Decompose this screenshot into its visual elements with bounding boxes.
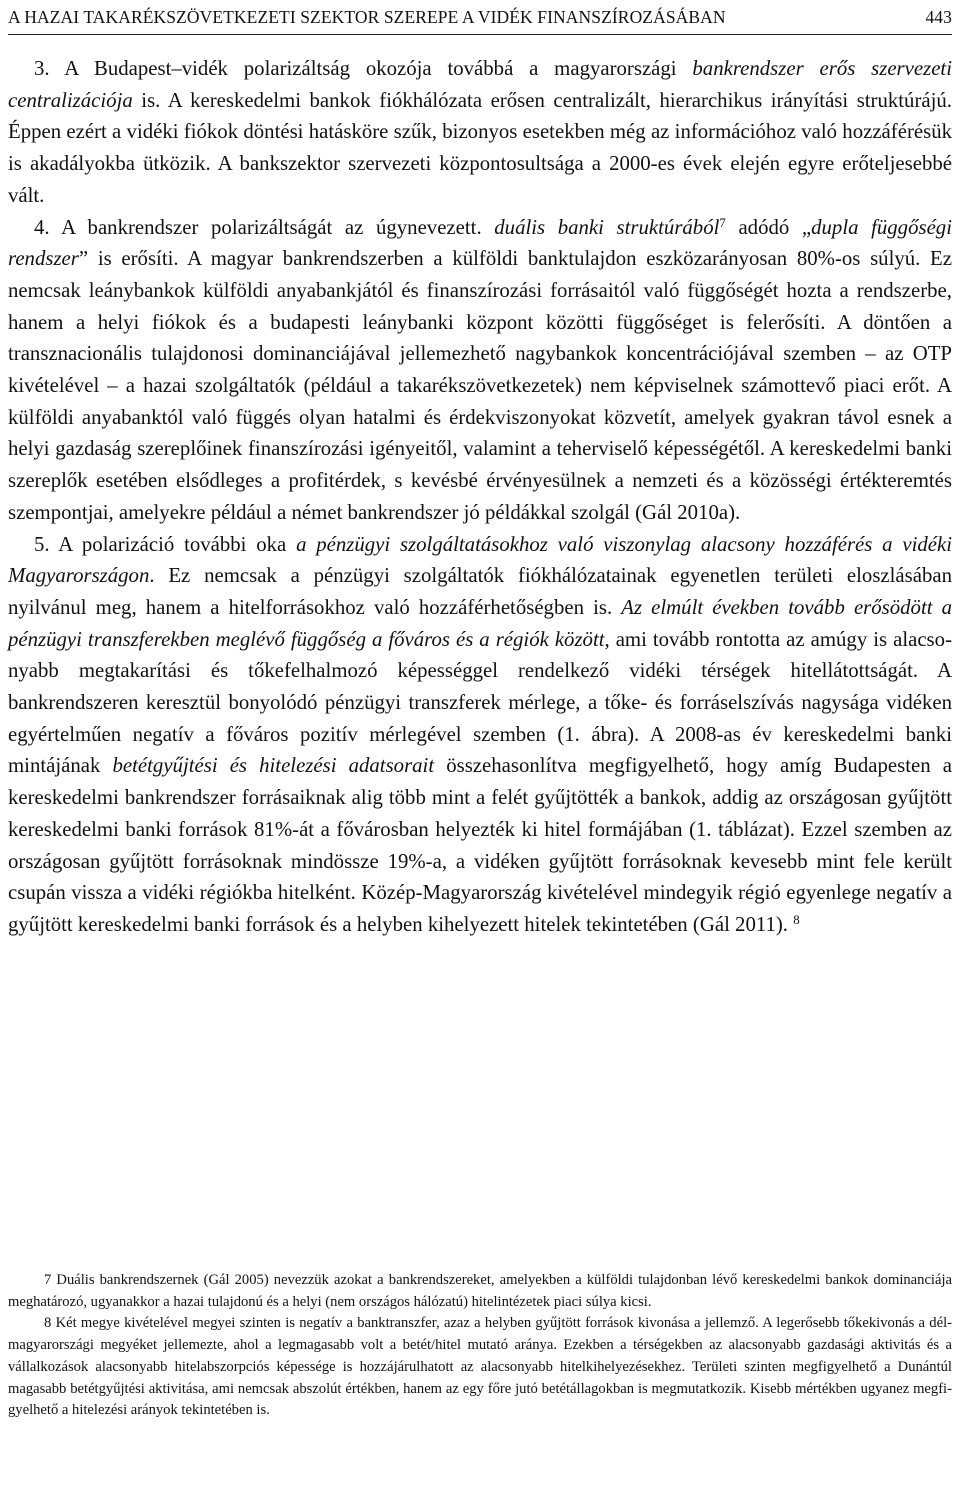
p3-emphasis: bankrendszer erős szervezeti centralizációja — [8, 57, 952, 112]
p4-mid: adódó „ — [725, 215, 812, 239]
p3-rest: is. A kereskedelmi bankok fiókhálózata erősen centralizált, hierarchikus irányítási struktúrájú. Éppen ezért a vidéki fiókok döntési hatásköre szűk, bizonyos esetekben még az információhoz való hozzáférésük is akadályokba ütközik. A bankszektor szervezeti központosultsága a 2000-es évek elején egyre erőteljesebbé vált. — [8, 88, 952, 207]
footnote-7: 7 Duális bankrendszernek (Gál 2005) nevezzük azokat a bankrendszereket, amelyekben a külföldi tulajdonban lévő kereskedelmi bankok dominanciája meghatározó, ugyanakkor a hazai tulajdonú és a helyi (nem országos hálózatú) hitelintézetek piaci súlya kicsi. — [8, 1272, 952, 1310]
running-title: A HAZAI TAKARÉKSZÖVETKEZETI SZEKTOR SZEREPE A VIDÉK FINANSZÍROZÁSÁBAN — [8, 6, 726, 27]
p4-emphasis-1: duális banki struktúrából — [494, 215, 720, 239]
paragraph-4 — [8, 212, 952, 529]
p4-lead: 4. A bankrendszer polarizáltságát az úgynevezett. — [34, 215, 495, 239]
p5-emphasis-2: Az elmúlt években tovább erősödött a pénzügyi transzferekben meglévő függőség a főváros és a régiók között — [8, 595, 952, 651]
running-header — [8, 0, 952, 35]
p5-lead: 5. A polarizáció további oka — [34, 532, 297, 556]
footnotes — [8, 1270, 952, 1422]
page-number: 443 — [925, 6, 952, 27]
p4-rest: ” is erősíti. A magyar bankrendszerben a külföldi banktulajdon eszközarányosan 80%-os súlyú. Ez nemcsak leánybankok külföldi anyabankjától és finanszírozási forrásaitól való függőségét hozta a rendszerbe, hanem a helyi fiókok és a budapesti leánybanki központ közötti függőséget is felerősíti. A döntően a transznacionális tulajdonosi dominanciájával jellemezhető nagybankok koncentrációjával szemben – az OTP kivételével – a hazai szolgáltatók (például a takarékszövetkezetek) nem képviselnek számottevő piaci erőt. A külföldi anyabanktól való függés olyan hatalmi és érdekviszonyokat közvetít, amelyek gyakran távol esnek a helyi gazdaság szereplőinek finanszírozási igényeitől, valamint a teherviselő képességétől. A kereskedelmi banki szereplők esetében elsődleges a profitérdek, s kevésbé érvényesülnek a nemzeti és a közösségi értékteremtés szempontjai, amelyekre például a német bankrendszer jó példákkal szolgál (Gál 2010a). — [8, 247, 952, 524]
paragraph-3 — [8, 53, 952, 212]
footnote-ref-7: 7 — [719, 215, 726, 230]
footnote-ref-8: 8 — [793, 912, 800, 927]
p5-rest: összehasonlítva megfigyelhető, hogy amíg Budapesten a kereskedelmi bankrendszer forrásaiknak alig több mint a felét gyűjtötték a bankok, addig az országosan gyűjtött kereskedelmi banki források 81%-át a fővárosban helyezték ki hitel formájában (1. táblázat). Ezzel szemben az országosan gyűjtött forrásoknak mindössze 19%-a, a vidéken gyűjtött forrásoknak kevesebb mint fele került csupán vissza a vidéki régiókba hitelként. Közép-Magyarország kivételével mindegyik régió egyenlege negatív a gyűjtött kereskedelmi banki források és a helyben kihelyezett hitelek tekintetében (Gál 2011). — [8, 754, 952, 936]
p5-emphasis-1: a pénzügyi szolgáltatásokhoz való viszonylag alacsony hozzáférés a vidéki Magyarországon — [8, 532, 952, 588]
p3-lead: 3. A Budapest–vidék polarizáltság okozója továbbá a magyarországi — [34, 57, 693, 80]
p5-emphasis-3: betétgyűjtési és hitelezési adatsorait — [112, 754, 435, 778]
footnote-8: 8 Két megye kivételével megyei szinten is negatív a banktranszfer, azaz a helyben gyűjtött források kivonása a jellemző. A legerősebb tőkekivonás a dél-magyarországi megyéket jellemezte, ahol a legmagasabb volt a betét/hitel mutató aránya. Ezekben a térségekben az alacsonyabb gazdasági aktivitás és a vállalkozások alacsonyabb hitelabszorpciós képessége is hozzájárulhatott az alacsonyabb hitelkihelyezésekhez. Területi szinten megfigyelhető a Dunántúl magasabb betétgyűjtési aktivitása, ami nemcsak abszolút értékben, hanem az egy főre jutó betétállagokban is megmutatkozik. Kisebb mértékben ugyanez megfigyelhető a hitelezési arányok tekintetében is. — [8, 1315, 952, 1419]
p4-emphasis-2: dupla függőségi rendszer — [8, 215, 952, 271]
p5-mid-2: , ami tovább rontotta az amúgy is alacsonyabb megtakarítási és tőkefelhalmozó képességgel rendelkező vidéki térségek hitellátottságát. A bankrendszeren keresztül bonyolódó pénzügyi transzferek mérlege, a tőke- és forráselszívás nagysága vidéken egyértelműen negatív a főváros pozitív mérlegével szemben (1. ábra). A 2008-as év kereskedelmi banki mintájának — [8, 627, 952, 778]
p5-mid-1: . Ez nemcsak a pénzügyi szolgáltatók fiókhálózatainak egyenetlen területi eloszlásában nyilvánul meg, hanem a hitelforrásokhoz való hozzáférhetőségben is. — [8, 564, 952, 619]
main-text — [8, 53, 952, 941]
paragraph-5 — [8, 529, 952, 941]
